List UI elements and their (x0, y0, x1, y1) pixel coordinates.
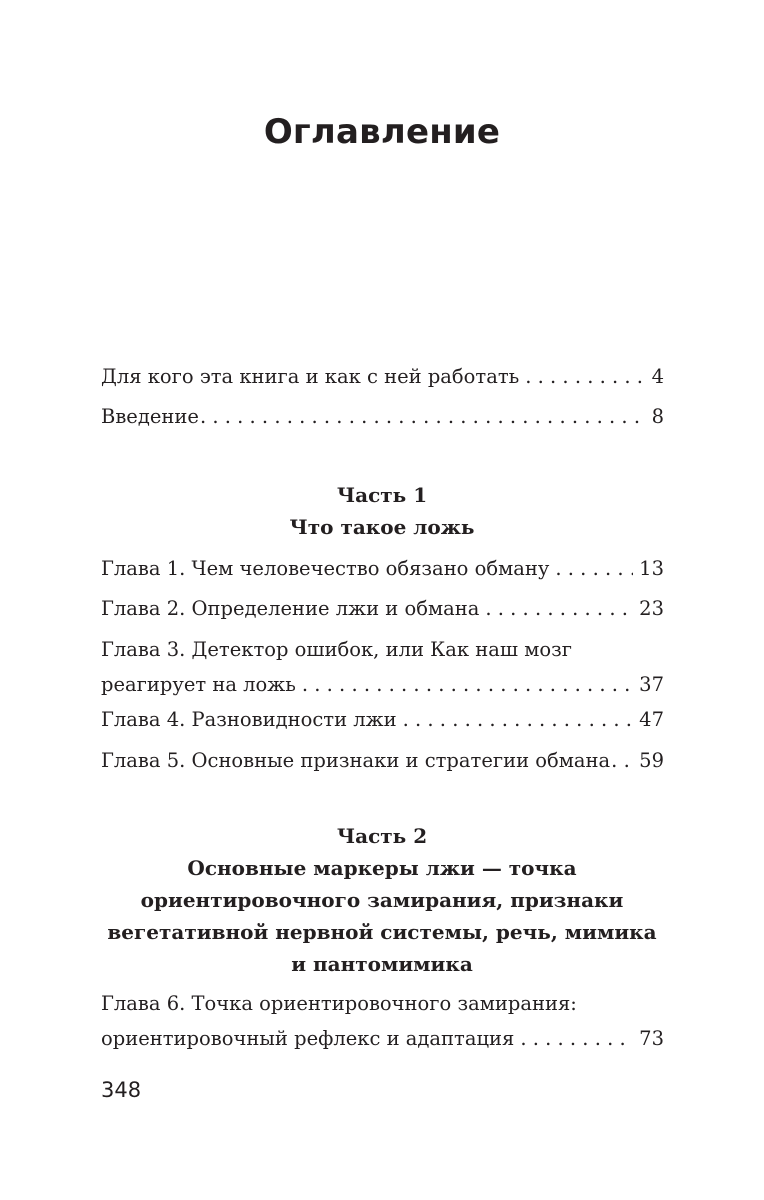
toc-entry (101, 702, 664, 737)
part-heading (0, 820, 764, 980)
toc-entry (101, 551, 664, 586)
toc-page-number: 23 (639, 597, 664, 620)
toc-page-number: 73 (639, 1027, 664, 1050)
toc-entry-text: Введение (101, 405, 199, 428)
toc-entry (101, 359, 664, 394)
part-title-line: вегетативной нервной системы, речь, мимика (107, 920, 657, 944)
toc-entry-text: реагирует на ложь (101, 673, 296, 696)
toc-entry (101, 743, 664, 778)
dot-leader (302, 667, 633, 702)
toc-page-number: 13 (639, 557, 664, 580)
page-title: Оглавление (263, 112, 501, 152)
toc-page-number: 8 (651, 405, 664, 428)
toc-entry-text: Для кого эта книга и как с ней работать (101, 365, 520, 388)
dot-leader (611, 743, 633, 778)
part-label: Часть 1 (336, 483, 428, 507)
toc-entry (101, 632, 664, 702)
part-title-line: ориентировочного замирания, признаки (140, 888, 624, 912)
page-number-folio: 348 (101, 1078, 142, 1102)
toc-entry-text: ориентировочный рефлекс и адаптация (101, 1027, 515, 1050)
part-heading (0, 479, 764, 543)
part-title-line: Что такое ложь (289, 515, 475, 539)
toc-entry (101, 399, 664, 434)
dot-leader (555, 551, 633, 586)
toc-page-number: 37 (639, 673, 664, 696)
toc-entry-text: Глава 6. Точка ориентировочного замирания: (101, 992, 577, 1015)
toc-entry (101, 986, 664, 1056)
dot-leader (200, 399, 646, 434)
toc-entry-text: Глава 4. Разновидности лжи (101, 708, 397, 731)
toc-page-number: 59 (639, 749, 664, 772)
dot-leader (485, 591, 633, 626)
toc-page-number: 4 (651, 365, 664, 388)
toc-entry-text: Глава 2. Определение лжи и обмана (101, 597, 480, 620)
part-title-line: Основные маркеры лжи — точка (187, 856, 577, 880)
dot-leader (403, 702, 634, 737)
part-label: Часть 2 (336, 824, 428, 848)
toc-entry-text: Глава 1. Чем человечество обязано обману (101, 557, 550, 580)
toc-entry (101, 591, 664, 626)
toc-entry-text: Глава 5. Основные признаки и стратегии обмана (101, 749, 611, 772)
part-title-line: и пантомимика (291, 952, 473, 976)
dot-leader (520, 1021, 633, 1056)
toc-page-number: 47 (639, 708, 664, 731)
dot-leader (525, 359, 645, 394)
toc-entry-text: Глава 3. Детектор ошибок, или Как наш мозг (101, 638, 572, 661)
